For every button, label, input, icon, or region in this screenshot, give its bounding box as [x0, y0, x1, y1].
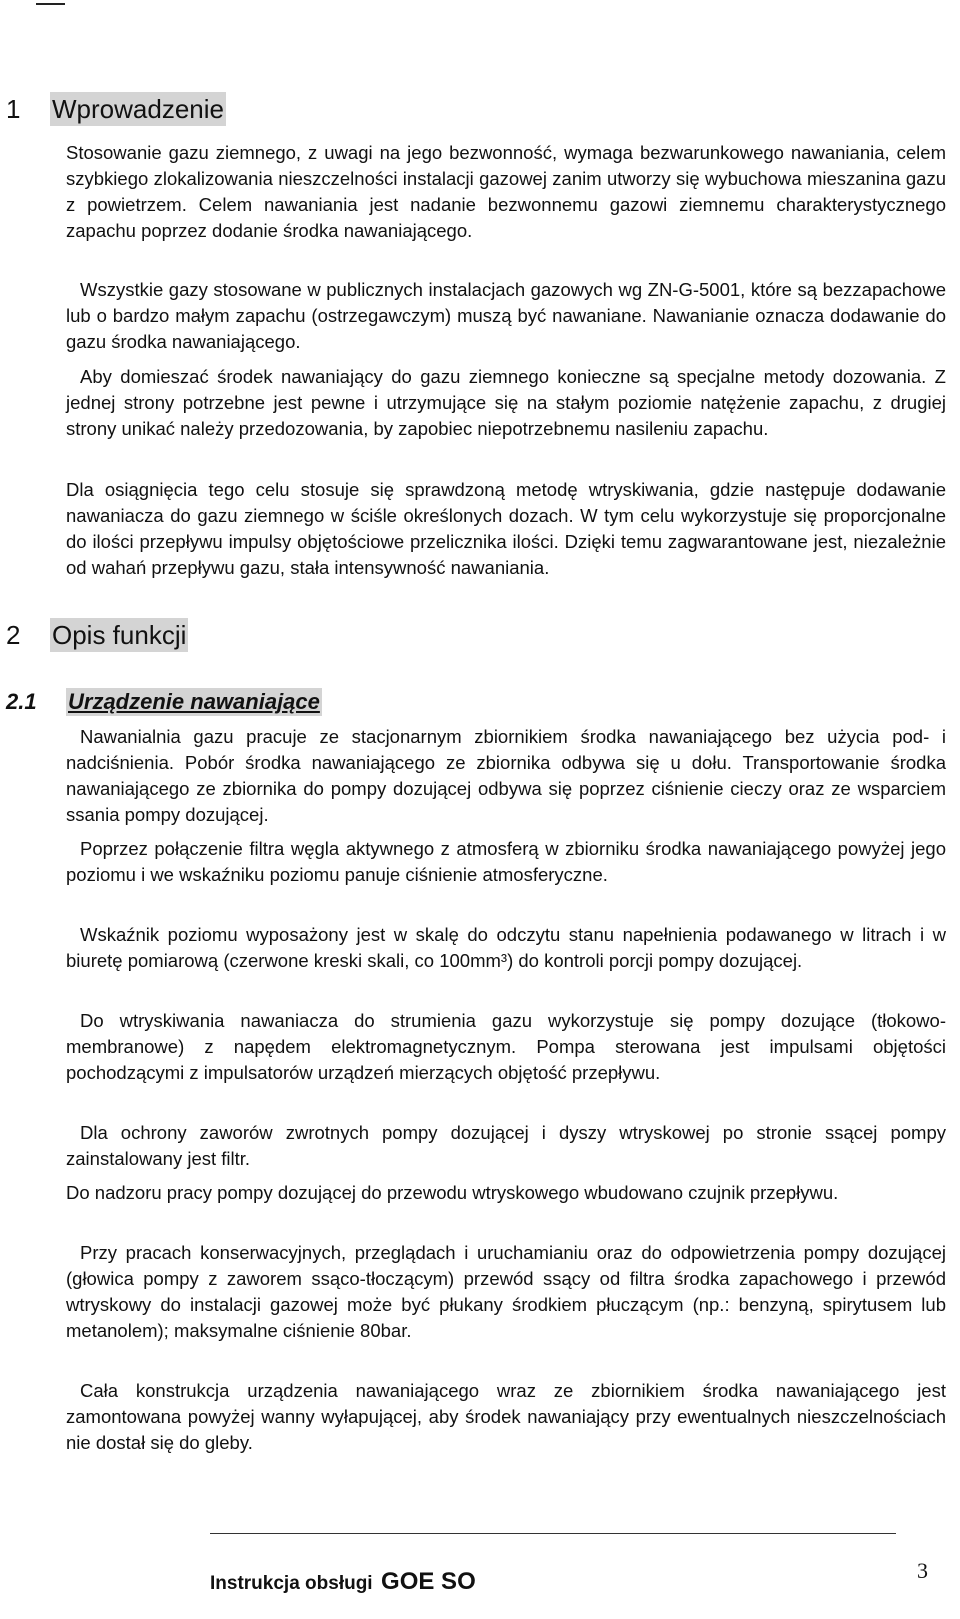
section-title: Opis funkcji: [52, 620, 187, 650]
paragraph: Dla ochrony zaworów zwrotnych pompy dozującej i dyszy wtryskowej po stronie ssącej pompy zainstalowany jest filtr.: [66, 1122, 946, 1169]
paragraph: Do wtryskiwania nawaniacza do strumienia gazu wykorzystuje się pompy dozujące (tłokowo-membranowe) z napędem elektromagnetycznym. Pompa sterowana jest impulsami objętości pochodzącymi z impulsatorów urządzeń mierzących objętość przepływu.: [66, 1010, 946, 1083]
paragraph: Wszystkie gazy stosowane w publicznych instalacjach gazowych wg ZN-G-5001, które są bezzapachowe lub o bardzo małym zapachu (ostrzegawczym) muszą być nawaniane. Nawanianie oznacza dodawanie do gazu środka nawaniającego.: [66, 279, 946, 352]
paragraph: Poprzez połączenie filtra węgla aktywnego z atmosferą w zbiorniku środka nawaniającego powyżej jego poziomu i we wskaźniku poziomu panuje ciśnienie atmosferyczne.: [66, 838, 946, 885]
section-number: 1: [6, 93, 21, 124]
section-heading-1: [6, 92, 226, 126]
paragraph: Przy pracach konserwacyjnych, przeglądach i uruchamianiu oraz do odpowietrzenia pompy dozującej (głowica pompy z zaworem ssąco-tłoczącym) przewód ssący od filtra środka zapachowego i przewód wtryskowy do instalacji gazowej może być płukany środkiem płuczącym (np.: benzyną, spirytusem lub metanolem); maksymalne ciśnienie 80bar.: [66, 1242, 946, 1341]
paragraph: Aby domieszać środek nawaniający do gazu ziemnego konieczne są specjalne metody dozowania. Z jednej strony potrzebne jest pewne i utrzymujące się na stałym poziomie natężenie zapachu, z drugiej strony unikać należy przedozowania, by zapobiec niepotrzebnemu nasileniu zapachu.: [66, 366, 946, 439]
paragraph: Do nadzoru pracy pompy dozującej do przewodu wtryskowego wbudowano czujnik przepływu.: [66, 1182, 839, 1203]
paragraph: Stosowanie gazu ziemnego, z uwagi na jego bezwonność, wymaga bezwarunkowego nawaniania, celem szybkiego zlokalizowania nieszczelności instalacji gazowej zanim utworzy się wybuchowa mieszanina gazu z powietrzem. Celem nawaniania jest nadanie bezwonnemu gazowi ziemnemu charakterystycznego zapachu poprzez dodanie środka nawaniającego.: [66, 142, 946, 241]
page-number: 3: [917, 1558, 928, 1583]
footer-title-small: Instrukcja obsługi: [210, 1573, 373, 1594]
section-title: Wprowadzenie: [52, 94, 224, 124]
paragraph: Dla osiągnięcia tego celu stosuje się sprawdzoną metodę wtryskiwania, gdzie następuje dodawanie nawaniacza do gazu ziemnego w ściśle określonych dozach. W tym celu wykorzystuje się proporcjonalne do ilości przepływu impulsy objętościowe przelicznika ilości. Dzięki temu zagwarantowane jest, niezależnie od wahań przepływu gazu, stała intensywność nawaniania.: [66, 479, 946, 578]
footer-rule: [210, 1533, 896, 1534]
subsection-number: 2.1: [6, 689, 37, 714]
paragraph: Cała konstrukcja urządzenia nawaniającego wraz ze zbiornikiem środka nawaniającego jest zamontowana powyżej wanny wyłapującej, aby środek nawaniający przy ewentualnych nieszczelnościach nie dostał się do gleby.: [66, 1380, 946, 1453]
subsection-heading-2-1: [6, 688, 322, 716]
section-number: 2: [6, 619, 21, 650]
footer-title-big: GOE SO: [381, 1568, 476, 1595]
subsection-title: Urządzenie nawaniające: [68, 689, 320, 714]
top-rule: [36, 3, 65, 5]
section-heading-2: [6, 618, 188, 652]
paragraph: Nawanialnia gazu pracuje ze stacjonarnym zbiornikiem środka nawaniającego bez użycia pod- i nadciśnienia. Pobór środka nawaniającego ze zbiornika odbywa się u dołu. Transportowanie środka nawaniającego ze zbiornika do pompy dozującej odbywa się poprzez ciśnienie cieczy oraz ze wsparciem ssania pompy dozującej.: [66, 726, 946, 825]
paragraph: Wskaźnik poziomu wyposażony jest w skalę do odczytu stanu napełnienia podawanego w litrach i w biuretę pomiarową (czerwone kreski skali, co 100mm³) do kontroli porcji pompy dozującej.: [66, 924, 946, 971]
footer-title: [210, 1568, 476, 1596]
